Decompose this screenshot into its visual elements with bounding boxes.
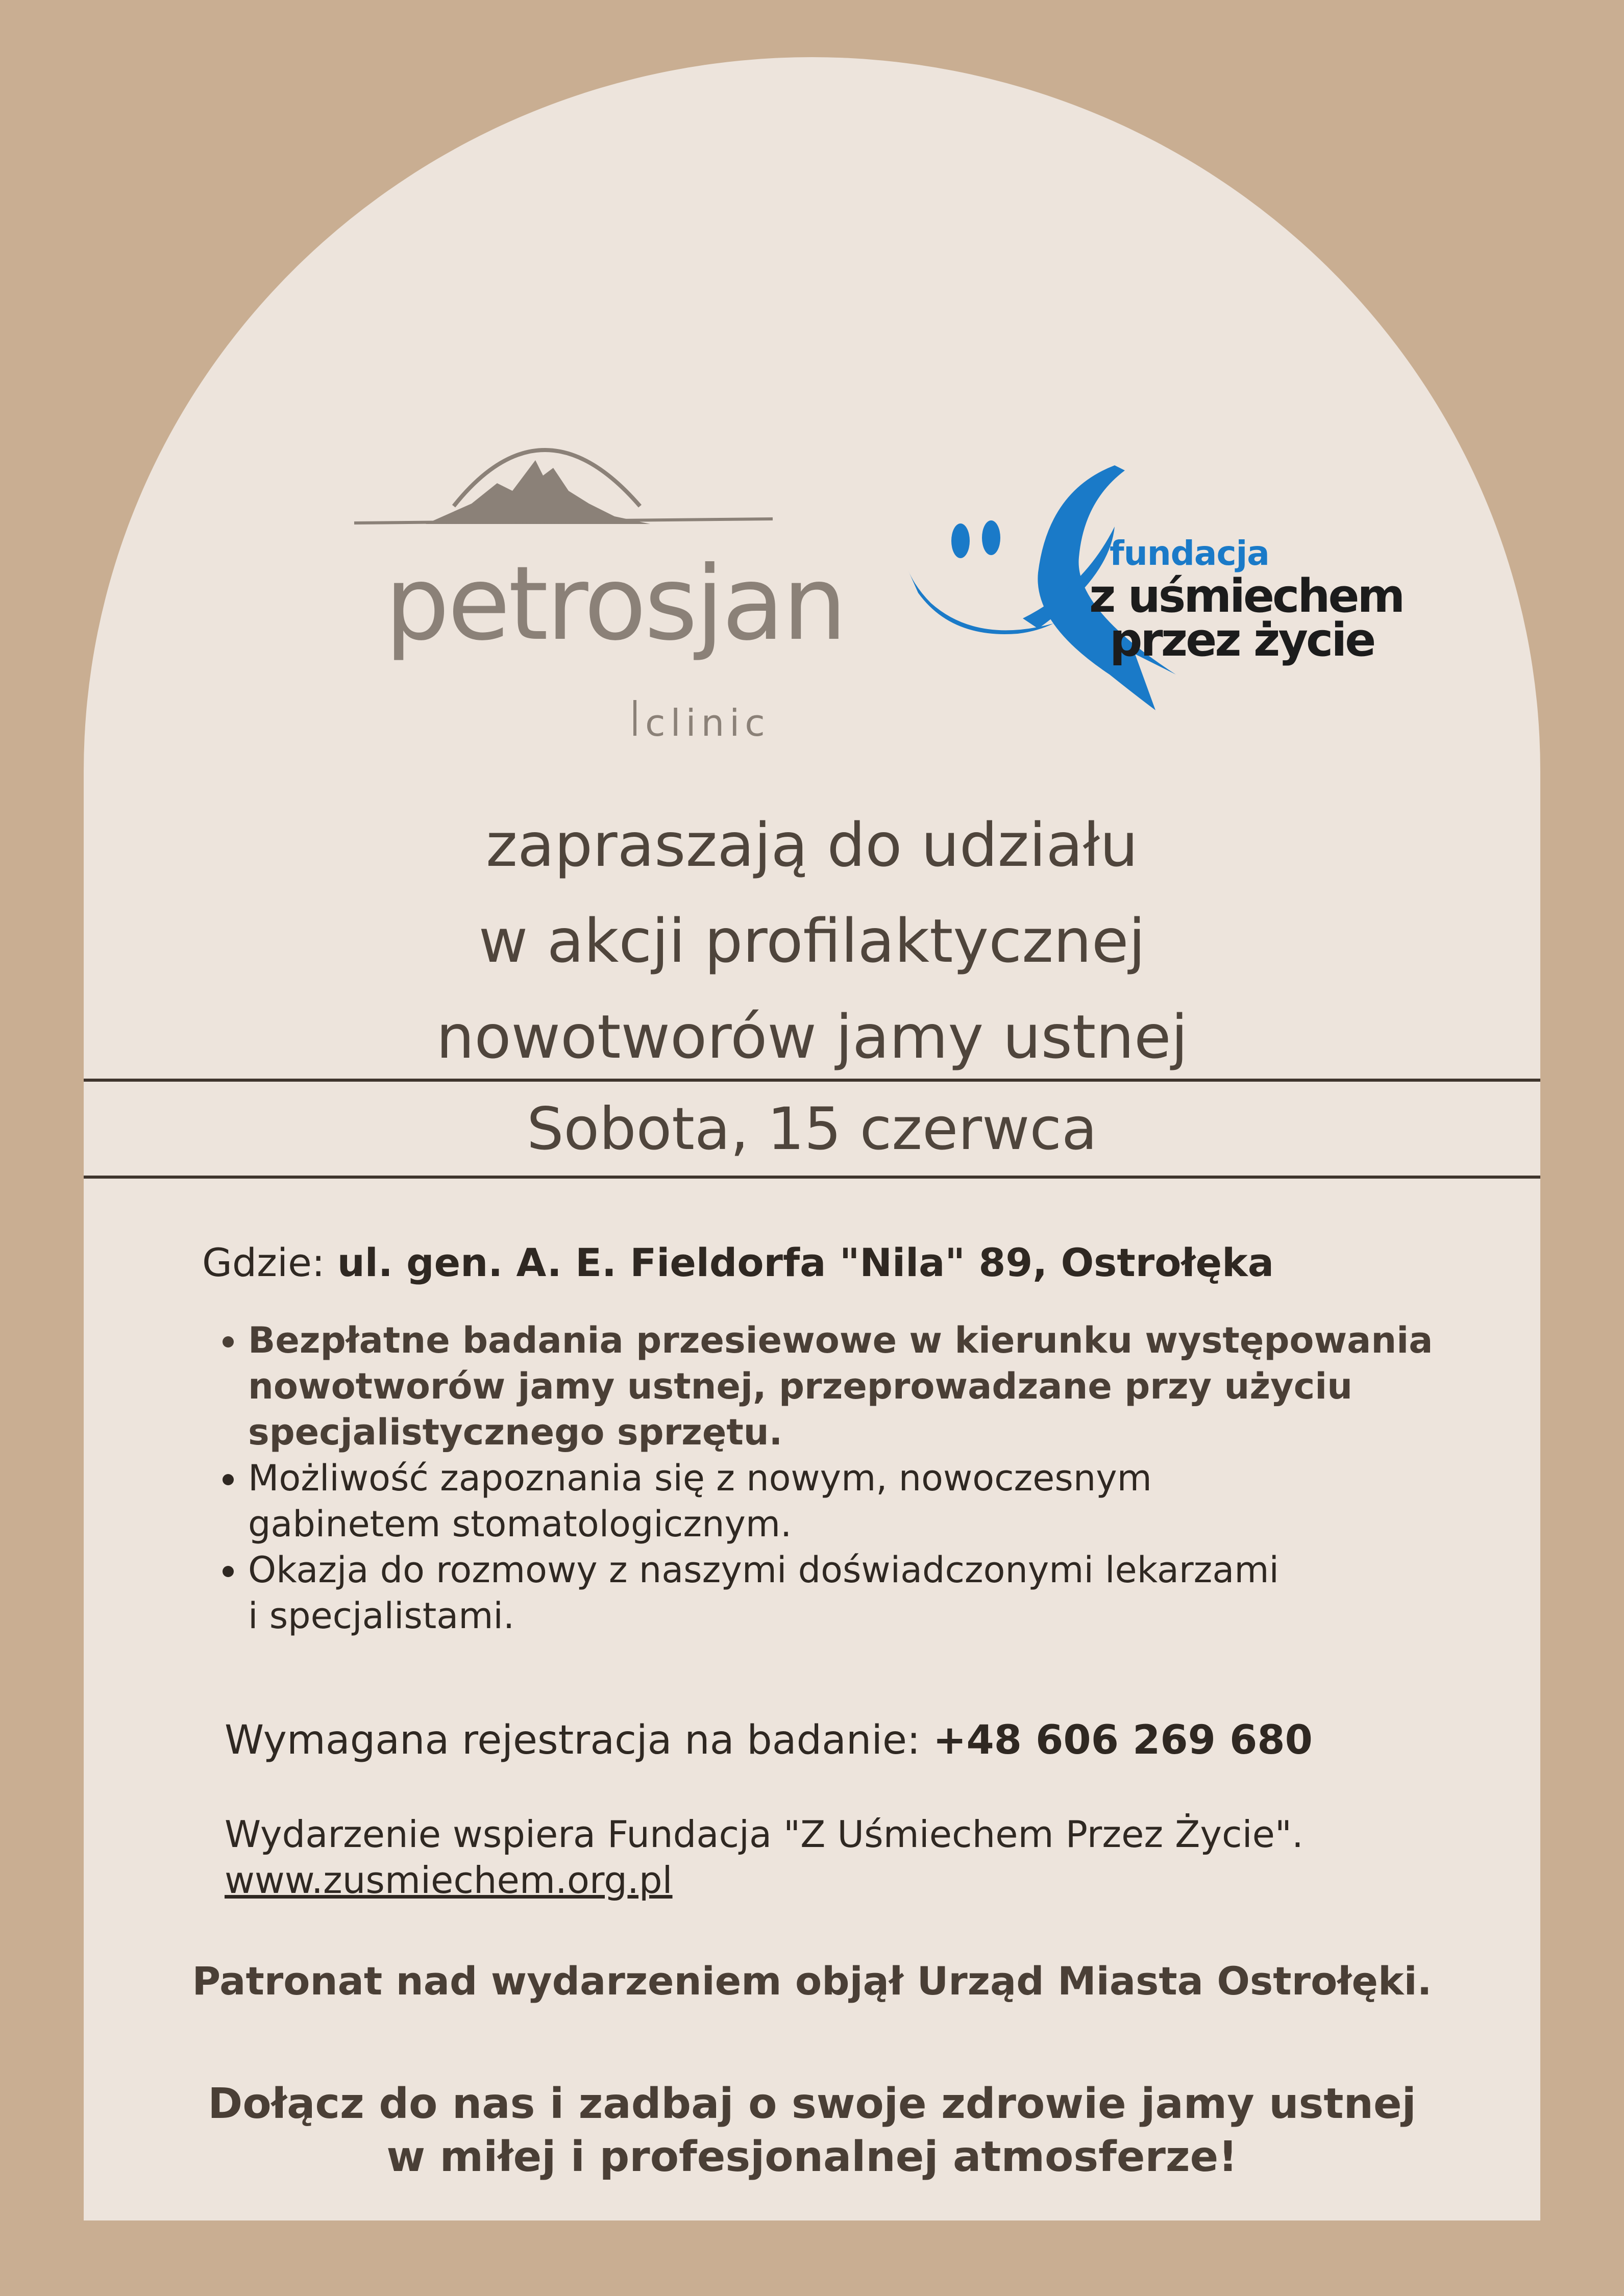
right-eye-icon [982,520,1000,555]
smile-icon [908,570,1053,634]
headline-line1: zapraszają do udziału [486,810,1138,880]
foundation-line1: fundacja [1110,534,1269,573]
list-item: • Bezpłatne badania przesiewowe w kierunku występowania nowotworów jamy ustnej, przeprowadzane przy użyciu specjalistycznego sprzętu. [248,1317,1498,1455]
support-text: Wydarzenie wspiera Fundacja "Z Uśmiechem Przez Życie". [225,1813,1303,1856]
support-info [225,1811,1303,1903]
list-item: • Możliwość zapoznania się z nowym, nowoczesnym gabinetem stomatologicznym. [248,1455,1498,1547]
closing-line2: w miłej i profesjonalnej atmosferze! [386,2133,1238,2181]
registration-phone[interactable]: +48 606 269 680 [933,1717,1313,1763]
patronage-note: Patronat nad wydarzeniem objął Urząd Miasta Ostrołęki. [192,1958,1432,2004]
headline [84,797,1540,1085]
petrosjan-wordmark: petrosjan [385,544,845,663]
closing-line1: Dołącz do nas i zadbaj o swoje zdrowie jamy ustnej [208,2080,1416,2128]
arch-panel [84,57,1540,2220]
location-label: Gdzie: [202,1240,325,1285]
clinic-wordmark: clinic [645,702,770,744]
list-item: • Okazja do rozmowy z naszymi doświadczonymi lekarzami i specjalistami. [248,1547,1498,1639]
registration-info [225,1717,1313,1763]
mountain-icon [426,460,650,524]
foundation-wordmark [1089,534,1404,667]
foundation-line2: z uśmiechem [1089,569,1404,623]
petrosjan-clinic-logo [303,414,845,761]
event-date: Sobota, 15 czerwca [84,1079,1540,1179]
horizon-line [354,519,773,523]
left-eye-icon [951,523,970,558]
foundation-website-link[interactable]: www.zusmiechem.org.pl [225,1859,673,1902]
headline-line2: w akcji profilaktycznej [478,906,1146,976]
benefits-list [216,1317,1498,1639]
location-address: ul. gen. A. E. Fieldorfa "Nila" 89, Ostrołęka [337,1240,1274,1285]
registration-label: Wymagana rejestracja na badanie: [225,1717,921,1763]
closing-message [84,2078,1540,2184]
headline-line3: nowotworów jamy ustnej [436,1002,1188,1072]
foundation-line3: przez życie [1110,613,1374,667]
event-location [202,1240,1274,1285]
